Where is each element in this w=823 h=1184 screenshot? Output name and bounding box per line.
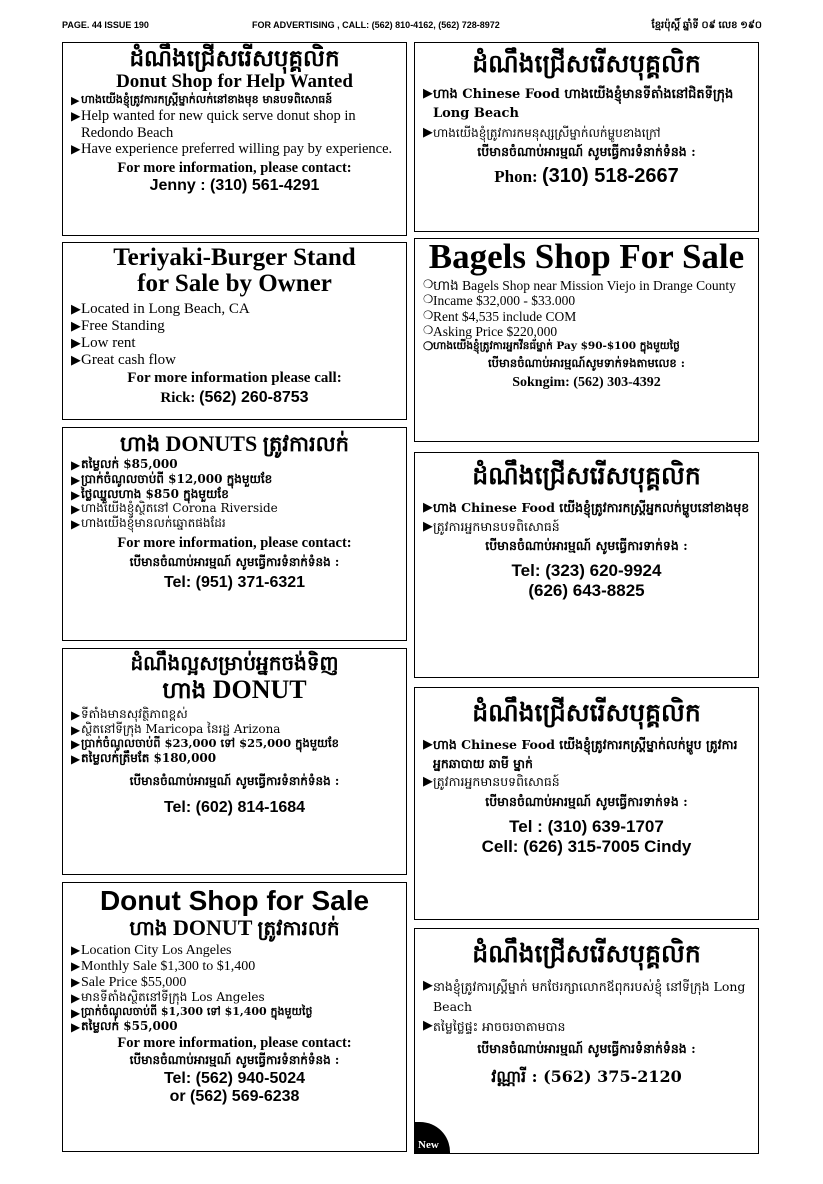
list-item: ❍ ហាង Bagels Shop near Mission Viejo in Drange County [423,277,736,293]
contact-prompt-khmer: បើមានចំណាប់អារម្មណ៍ សូមធ្វើការទំនាក់ទំនង : [129,773,340,788]
ad-title: Bagels Shop For Sale [428,238,745,276]
contact-phone: Rick: (562) 260-8753 [160,388,309,406]
contact-prompt-khmer: បើមានចំណាប់អារម្មណ៍ សូមធ្វើការទំនាក់ទំនង : [477,143,696,159]
ad-title: Donut Shop for Help Wanted [116,71,353,93]
page-header [62,14,762,34]
contact-prompt-khmer: បើមានចំណាប់អារម្មណ៍ សូមធ្វើការទំនាក់ទំនង : [477,1040,696,1056]
contact-prompt-khmer: បើមានចំណាប់អារម្មណ៍ សូមធ្វើការទំនាក់ទំនង : [129,1053,340,1068]
list-item: ▶ ហាង Chinese Food ហាងយើងខ្ញុំមានទីតាំងនៅជិតទីក្រុង Long Beach [423,85,734,122]
list-item: ▶ Help wanted for new quick serve donut shop in Redondo Beach [71,108,356,141]
list-item: ▶ Monthly Sale $1,300 to $1,400 [71,958,256,974]
ad-title-khmer: ហាង DONUT ត្រូវការលក់ [129,915,340,941]
contact-phone: Jenny : (310) 561-4291 [149,177,320,195]
ad-title: ហាង DONUTS ត្រូវការលក់ [120,431,349,456]
contact-phone: Tel: (562) 940-5024 [163,1070,306,1088]
list-item: ❍ Asking Price $220,000 [423,324,558,340]
ad-donut-help-wanted [62,42,407,236]
ad-teriyaki-burger-stand [62,242,407,420]
advertising-contact: FOR ADVERTISING , CALL: (562) 810-4162, (562) 728-8972 [252,20,500,30]
contact-phone-alt: (626) 643-8825 [528,581,645,601]
contact-phone: Sokngim: (562) 303-4392 [512,375,661,390]
ad-title-khmer: ដំណឹងជ្រើសរើសបុគ្គលិក [129,45,340,72]
ad-title-khmer: ដំណឹងល្អសម្រាប់អ្នកចង់ទិញ [130,651,339,675]
contact-phone: Tel : (310) 639-1707 [509,817,664,836]
list-item: ▶ Have experience preferred willing pay by experience. [71,141,393,158]
list-item: ❍ Incame $32,000 - $33.000 [423,293,576,309]
list-item: ▶ ហាងយើងខ្ញុំមានលក់ឆ្នោតផងដែរ [71,516,226,532]
list-item: ▶ Free Standing [71,317,165,334]
list-item: ▶ ត្រូវការអ្នកមានបទពិសោធន៍ [423,518,560,534]
contact-prompt: For more information, please contact: [117,534,352,551]
ad-bagels-shop-for-sale [414,238,759,442]
ad-chinese-food-front-seller [414,452,759,678]
ad-donut-shop-for-sale [62,882,407,1152]
ad-title-line2: for Sale by Owner [137,270,332,298]
ad-chinese-food-cook [414,687,759,920]
list-item: ▶ ហាងយើងខ្ញុំស្ថិតនៅ Corona Riverside [71,501,278,517]
list-item: ▶ ប្រាក់ចំណូលចាប់ពី $12,000 ក្នុងមួយខែ [71,471,273,487]
list-item: ❍ Rent $4,535 include COM [423,308,577,324]
ad-donuts-for-sale [62,427,407,641]
contact-prompt-khmer: បើមានចំណាប់អារម្មណ៍ សូមធ្វើការទាក់ទង : [485,538,688,554]
list-item: ▶ Sale Price $55,000 [71,974,187,990]
contact-phone: Phon: (310) 518-2667 [494,164,679,187]
ad-chinese-food-long-beach [414,42,759,232]
list-item: ▶ ហាងយើងខ្ញុំត្រូវការកមនុស្សស្រីម្នាក់លក់ម្ហូបខាងក្រៅ [423,124,661,140]
list-item: ▶ ទីតាំងមានសុវត្ថិភាពខ្ពស់ [71,706,188,722]
ad-title-khmer: ដំណឹងជ្រើសរើសបុគ្គលិក [472,461,701,490]
ad-title-line1: Teriyaki-Burger Stand [113,244,356,271]
ad-title-khmer: ដំណឹងជ្រើសរើសបុគ្គលិក [472,698,701,727]
contact-prompt-khmer: បើមានចំណាប់អារម្មណ៍ សូមធ្វើការទាក់ទង : [485,794,688,809]
page-issue: PAGE. 44 ISSUE 190 [62,20,149,30]
list-item: ▶ មានទីតាំងស្ថិតនៅទីក្រុង Los Angeles [71,989,265,1005]
contact-prompt: For more information please call: [127,369,342,386]
list-item: ▶ Low rent [71,335,136,351]
list-item: ▶ ហាង Chinese Food យើងខ្ញុំត្រូវការកស្រ្តីអ្នកលក់ម្ហូបនៅខាងមុខ [423,499,750,515]
list-item: ▶ ស្ថិតនៅទីក្រុង Maricopa នៃរដ្ឋ Arizona [71,721,281,737]
ad-title-khmer: ដំណឹងជ្រើសរើសបុគ្គលិក [472,939,701,968]
list-item: ▶ ថ្លៃឈ្នួលហាង $850 ក្នុងមួយខែ [71,486,229,502]
contact-phone: វណ្ណារី : (562) 375-2120 [491,1066,682,1086]
list-item: ▶ តម្លៃលក់ $85,000 [71,457,178,473]
publication-name: ខ្មែរប៉ុស្តិ៍ ឆ្នាំទី ០៩ លេខ ១៩០ [651,20,762,31]
list-item: ▶ ហាងយើងខ្ញុំត្រូវការកស្រ្តីម្នាក់លក់នៅខាងមុខ មានបទពិសោធន៍ [71,93,333,108]
contact-phone-alt: or (562) 569-6238 [169,1088,300,1106]
contact-phone: Tel: (951) 371-6321 [163,573,306,591]
list-item: ▶ តម្លៃថ្លៃផ្ទះ អាចចរចាតាមបាន [423,1017,566,1034]
list-item: ▶ នាងខ្ញុំត្រូវការស្រ្តីម្នាក់ មកថែរក្សាលោកឪពុករបស់ខ្ញុំ នៅទីក្រុង Long Beach [423,977,746,1014]
list-item: ▶ តម្លៃលក់ត្រឹមតែ $180,000 [71,750,217,766]
ad-caregiver-wanted [414,928,759,1154]
contact-prompt: For more information, please contact: [117,160,352,177]
contact-prompt-khmer: បើមានចំណាប់អារម្មណ៍សូមទាក់ទងតាមលេខ : [488,356,685,370]
list-item: ▶ ប្រាក់ចំណូលចាប់ពី $1,300 ទៅ $1,400 ក្នុងមួយថ្ងៃ [71,1004,313,1020]
contact-phone: Tel: (602) 814-1684 [163,798,306,816]
list-item: ▶ ប្រាក់ចំណូលចាប់ពី $23,000 ទៅ $25,000 ក្នុងមួយខែ [71,736,339,752]
list-item: ▶ ត្រូវការអ្នកមានបទពិសោធន៍ [423,774,560,790]
list-item: ▶ Location City Los Angeles [71,942,232,958]
contact-phone: Tel: (323) 620-9924 [511,561,662,581]
new-badge: New [414,1122,450,1154]
list-item: ❍ ហាងយើងខ្ញុំត្រូវការអ្នកវីនធ័ម្នាក់ Pay $90-$100 ក្នុងមួយថ្ងៃ [423,339,680,353]
ad-donut-to-buy [62,648,407,875]
contact-prompt: For more information, please contact: [117,1035,352,1052]
list-item: ▶ Located in Long Beach, CA [71,300,250,317]
contact-phone-alt: Cell: (626) 315-7005 Cindy [481,837,692,856]
contact-prompt-khmer: បើមានចំណាប់អារម្មណ៍ សូមធ្វើការទំនាក់ទំនង : [129,554,340,569]
ad-title-khmer: ដំណឹងជ្រើសរើសបុគ្គលិក [472,49,701,78]
list-item: ▶ Great cash flow [71,352,176,369]
list-item: ▶ ហាង Chinese Food យើងខ្ញុំត្រូវការកស្រ្តីម្នាក់លក់ម្ហូប ត្រូវការអ្នកឆាបាយ ឆាមី ម្នាក់ [423,736,738,771]
ad-title: ហាង DONUT [162,675,307,704]
list-item: ▶ តម្លៃលក់ $55,000 [71,1019,178,1035]
ad-title: Donut Shop for Sale [99,885,370,916]
